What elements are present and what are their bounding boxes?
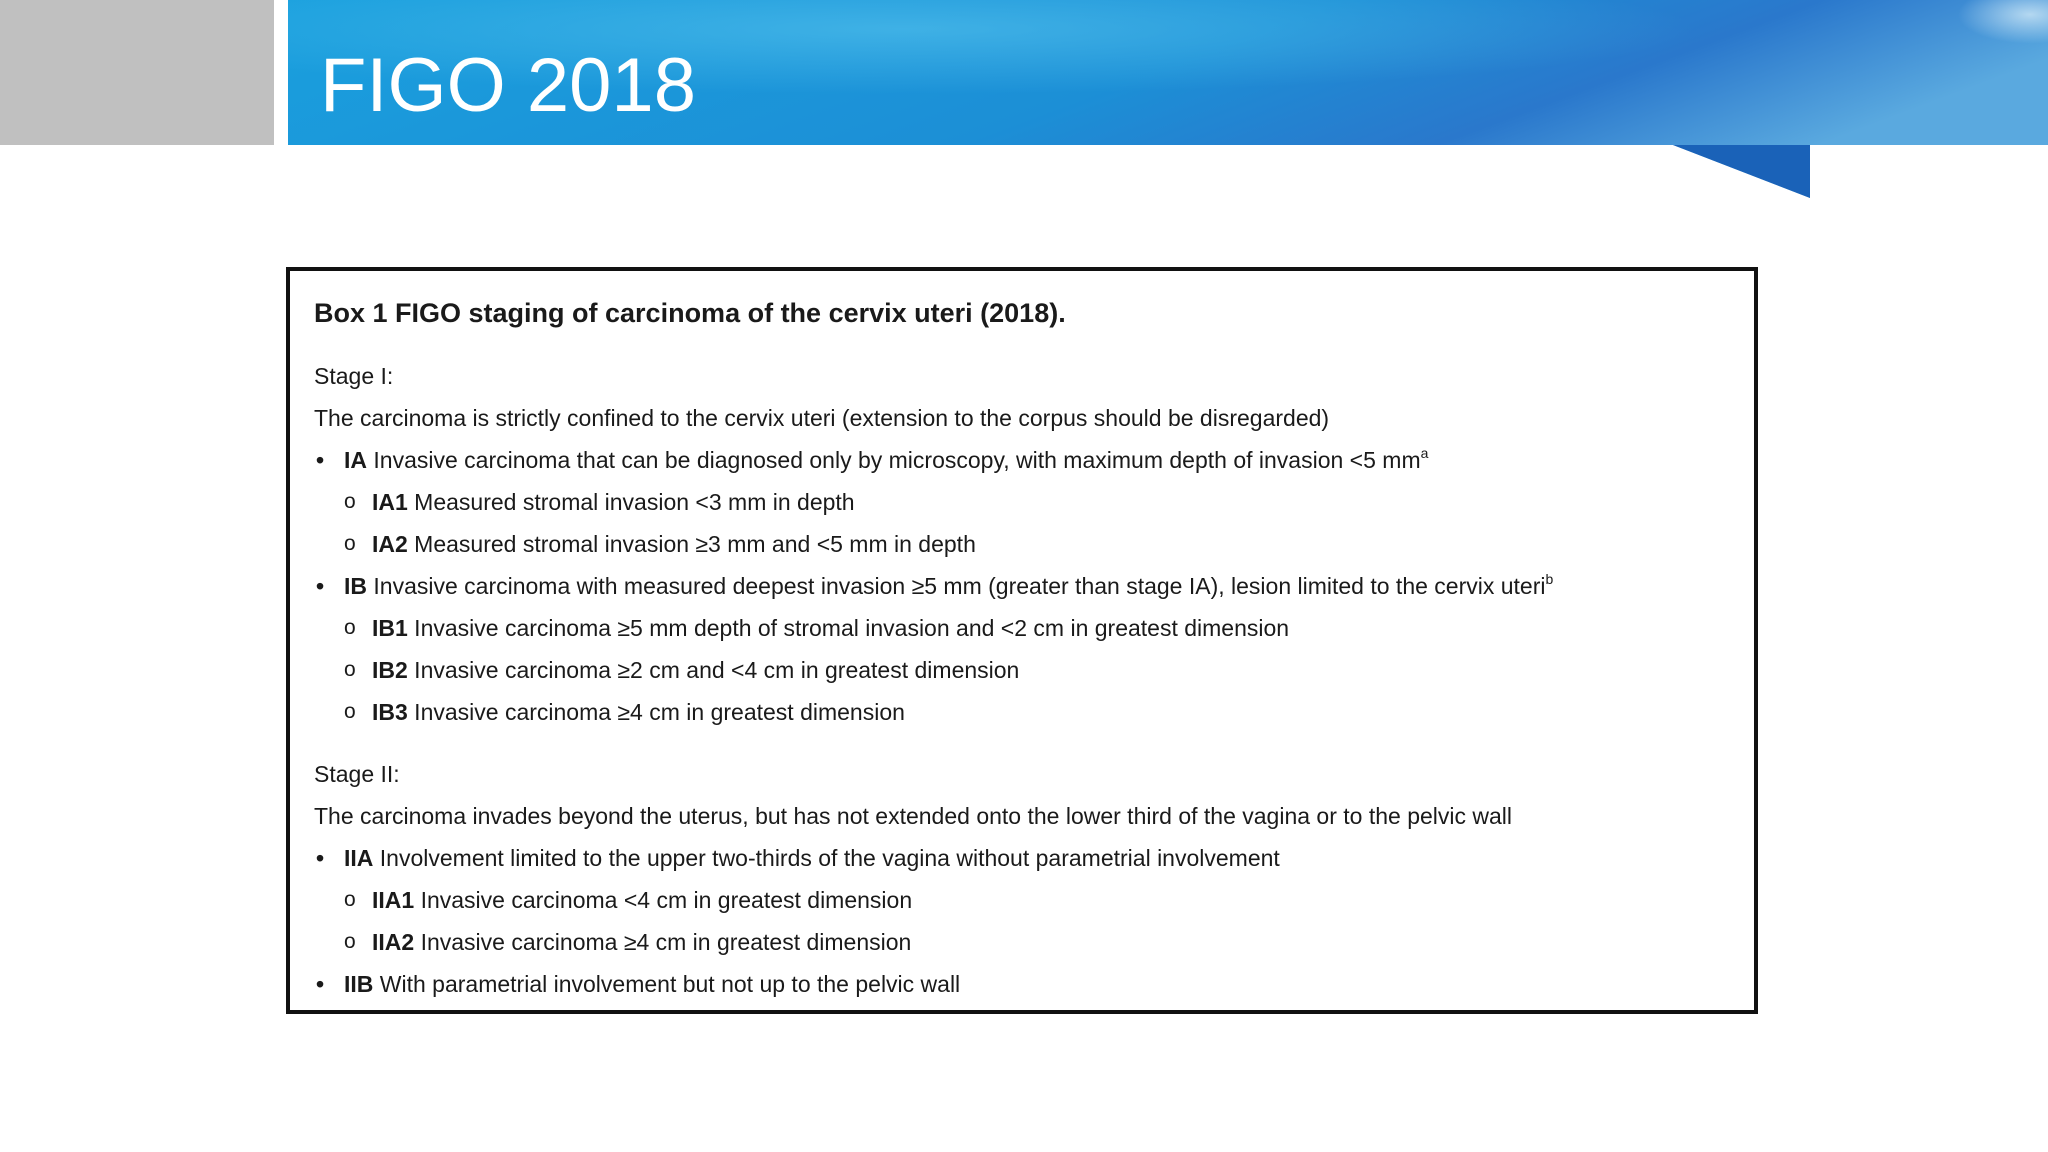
stage-code: IA2 <box>372 531 408 557</box>
bullet-dot: • <box>316 573 325 599</box>
sub-substage-item <box>314 523 1730 565</box>
stage-code: IB <box>344 573 367 599</box>
stage-code: IB3 <box>372 699 408 725</box>
stage-code: IA1 <box>372 489 408 515</box>
substage-item <box>314 439 1730 481</box>
stage-text: With parametrial involvement but not up to the pelvic wall <box>373 971 961 997</box>
substage-item <box>314 565 1730 607</box>
stage-text: Measured stromal invasion ≥3 mm and <5 mm in depth <box>407 531 976 557</box>
bullet-circle: o <box>344 888 356 911</box>
stage-text: Invasive carcinoma ≥4 cm in greatest dimension <box>414 929 912 955</box>
stage-code: IIA2 <box>372 929 415 955</box>
sub-substage-item <box>314 649 1730 691</box>
stage-code: IIA1 <box>372 887 415 913</box>
stage-label: Stage I: <box>314 363 394 389</box>
stage-text: Invasive carcinoma with measured deepest invasion ≥5 mm (greater than stage IA), lesion limited to the cervix uteri <box>367 573 1546 599</box>
bullet-circle: o <box>344 700 356 723</box>
footnote-marker: a <box>1420 445 1429 461</box>
stage-text: Invasive carcinoma ≥2 cm and <4 cm in greatest dimension <box>407 657 1020 683</box>
substage-item <box>314 837 1730 879</box>
stage-text: Invasive carcinoma that can be diagnosed only by microscopy, with maximum depth of invasion <5 mm <box>367 447 1421 473</box>
stage-code: IB1 <box>372 615 408 641</box>
stage-code: IIB <box>344 971 374 997</box>
grey-corner-block <box>0 0 274 145</box>
box-heading: Box 1 FIGO staging of carcinoma of the cervix uteri (2018). <box>314 298 1066 328</box>
footnote-marker: b <box>1545 571 1554 587</box>
stage-description: The carcinoma is strictly confined to the cervix uteri (extension to the corpus should be disregarded) <box>314 405 1330 431</box>
slide-title: FIGO 2018 <box>320 43 696 128</box>
stage-code: IB2 <box>372 657 408 683</box>
stage-description: The carcinoma invades beyond the uterus, but has not extended onto the lower third of the vagina or to the pelvic wall <box>314 803 1513 829</box>
bullet-circle: o <box>344 532 356 555</box>
figo-staging-box <box>286 267 1758 1014</box>
substage-item <box>314 963 1730 1005</box>
stage-label: Stage II: <box>314 761 400 787</box>
sub-substage-item <box>314 607 1730 649</box>
bullet-circle: o <box>344 930 356 953</box>
bullet-circle: o <box>344 658 356 681</box>
stage-text: Involvement limited to the upper two-thirds of the vagina without parametrial involvement <box>373 845 1280 871</box>
sub-substage-item <box>314 921 1730 963</box>
stage-text: Invasive carcinoma <4 cm in greatest dimension <box>414 887 913 913</box>
sub-substage-item <box>314 691 1730 733</box>
bullet-circle: o <box>344 616 356 639</box>
stage-text: Invasive carcinoma ≥4 cm in greatest dimension <box>407 699 905 725</box>
section-gap <box>314 733 1730 753</box>
stage-text: Invasive carcinoma ≥5 mm depth of stromal invasion and <2 cm in greatest dimension <box>407 615 1290 641</box>
bullet-dot: • <box>316 447 325 473</box>
sub-substage-item <box>314 879 1730 921</box>
stage-code: IIA <box>344 845 374 871</box>
sub-substage-item <box>314 481 1730 523</box>
bullet-dot: • <box>316 971 325 997</box>
stage-list <box>314 439 1730 733</box>
stage-text: Measured stromal invasion <3 mm in depth <box>407 489 855 515</box>
stage-code: IA <box>344 447 367 473</box>
stages-container <box>314 355 1730 1005</box>
stage-list <box>314 837 1730 1005</box>
bullet-dot: • <box>316 845 325 871</box>
bullet-circle: o <box>344 490 356 513</box>
